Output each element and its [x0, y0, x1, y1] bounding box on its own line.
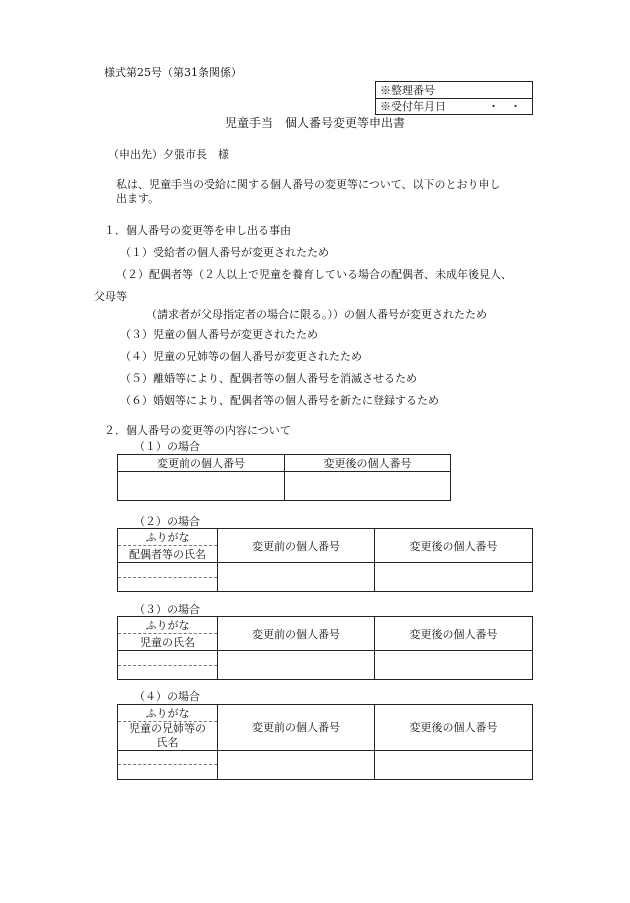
addressee: （申出先）夕張市長 様 — [108, 148, 229, 161]
case2-name-input[interactable] — [118, 563, 218, 592]
case1-after-header: 変更後の個人番号 — [285, 455, 451, 472]
case3-before-input[interactable] — [218, 651, 375, 680]
case4-label: （４）の場合 — [134, 690, 200, 703]
section1-heading: １．個人番号の変更等を申し出る事由 — [104, 224, 291, 237]
case4-name-header — [118, 705, 218, 751]
case4-before-input[interactable] — [218, 750, 375, 779]
case4-name-input[interactable] — [118, 750, 218, 779]
case3-name-label: 児童の氏名 — [140, 636, 195, 649]
case1-before-input[interactable] — [118, 472, 285, 501]
section1-item2-line3: （請求者が父母指定者の場合に限る。））の個人番号が変更されたため — [146, 308, 487, 321]
case4-after-header: 変更後の個人番号 — [375, 705, 533, 751]
case3-after-header: 変更後の個人番号 — [375, 617, 533, 651]
case3-name-header — [118, 617, 218, 651]
case2-after-header: 変更後の個人番号 — [375, 529, 533, 563]
case1-label: （１）の場合 — [134, 440, 200, 453]
office-date-dots: ・ ・ — [488, 100, 521, 113]
case4-furigana-label: ふりがな — [118, 705, 217, 722]
section1-item2-line1: （２）配偶者等（２人以上で児童を養育している場合の配偶者、未成年後見人、 — [116, 268, 512, 281]
case2-furigana-label: ふりがな — [118, 529, 217, 546]
case2-table — [117, 528, 533, 592]
section1-item6: （６）婚姻等により、配偶者等の個人番号を新たに登録するため — [120, 394, 439, 407]
section1-item1: （１）受給者の個人番号が変更されたため — [120, 246, 329, 259]
case2-after-input[interactable] — [375, 563, 533, 592]
section1-item3: （３）児童の個人番号が変更されたため — [120, 328, 318, 341]
section2-heading: ２．個人番号の変更等の内容について — [104, 424, 291, 437]
case3-label: （３）の場合 — [134, 603, 200, 616]
case3-before-header: 変更前の個人番号 — [218, 617, 375, 651]
section1-item4: （４）児童の兄姉等の個人番号が変更されたため — [120, 350, 362, 363]
office-uketsuke-label: ※受付年月日 — [380, 100, 446, 113]
form-number: 様式第25号（第31条関係） — [104, 66, 242, 79]
case1-after-input[interactable] — [285, 472, 451, 501]
case3-after-input[interactable] — [375, 651, 533, 680]
intro-line2: 出ます。 — [116, 192, 160, 205]
case4-name-label-line1: 児童の兄姉等の — [129, 722, 206, 735]
case2-name-header — [118, 529, 218, 563]
office-use-box — [375, 81, 533, 115]
case1-before-header: 変更前の個人番号 — [118, 455, 285, 472]
case4-table — [117, 704, 533, 780]
case2-before-header: 変更前の個人番号 — [218, 529, 375, 563]
case2-name-label: 配偶者等の氏名 — [129, 548, 206, 561]
case3-furigana-label: ふりがな — [118, 617, 217, 634]
case3-table — [117, 616, 533, 680]
section1-item5: （５）離婚等により、配偶者等の個人番号を消滅させるため — [120, 372, 417, 385]
case3-name-input[interactable] — [118, 651, 218, 680]
case2-before-input[interactable] — [218, 563, 375, 592]
case4-before-header: 変更前の個人番号 — [218, 705, 375, 751]
case4-after-input[interactable] — [375, 750, 533, 779]
case1-table — [117, 454, 451, 501]
page-title: 児童手当 個人番号変更等申出書 — [224, 116, 405, 130]
case2-label: （２）の場合 — [134, 515, 200, 528]
section1-item2-line2: 父母等 — [94, 290, 127, 303]
intro-line1: 私は、児童手当の受給に関する個人番号の変更等について、以下のとおり申し — [116, 178, 501, 191]
case4-name-label-line2: 氏名 — [156, 735, 179, 749]
office-seiri-label: ※整理番号 — [380, 84, 435, 97]
